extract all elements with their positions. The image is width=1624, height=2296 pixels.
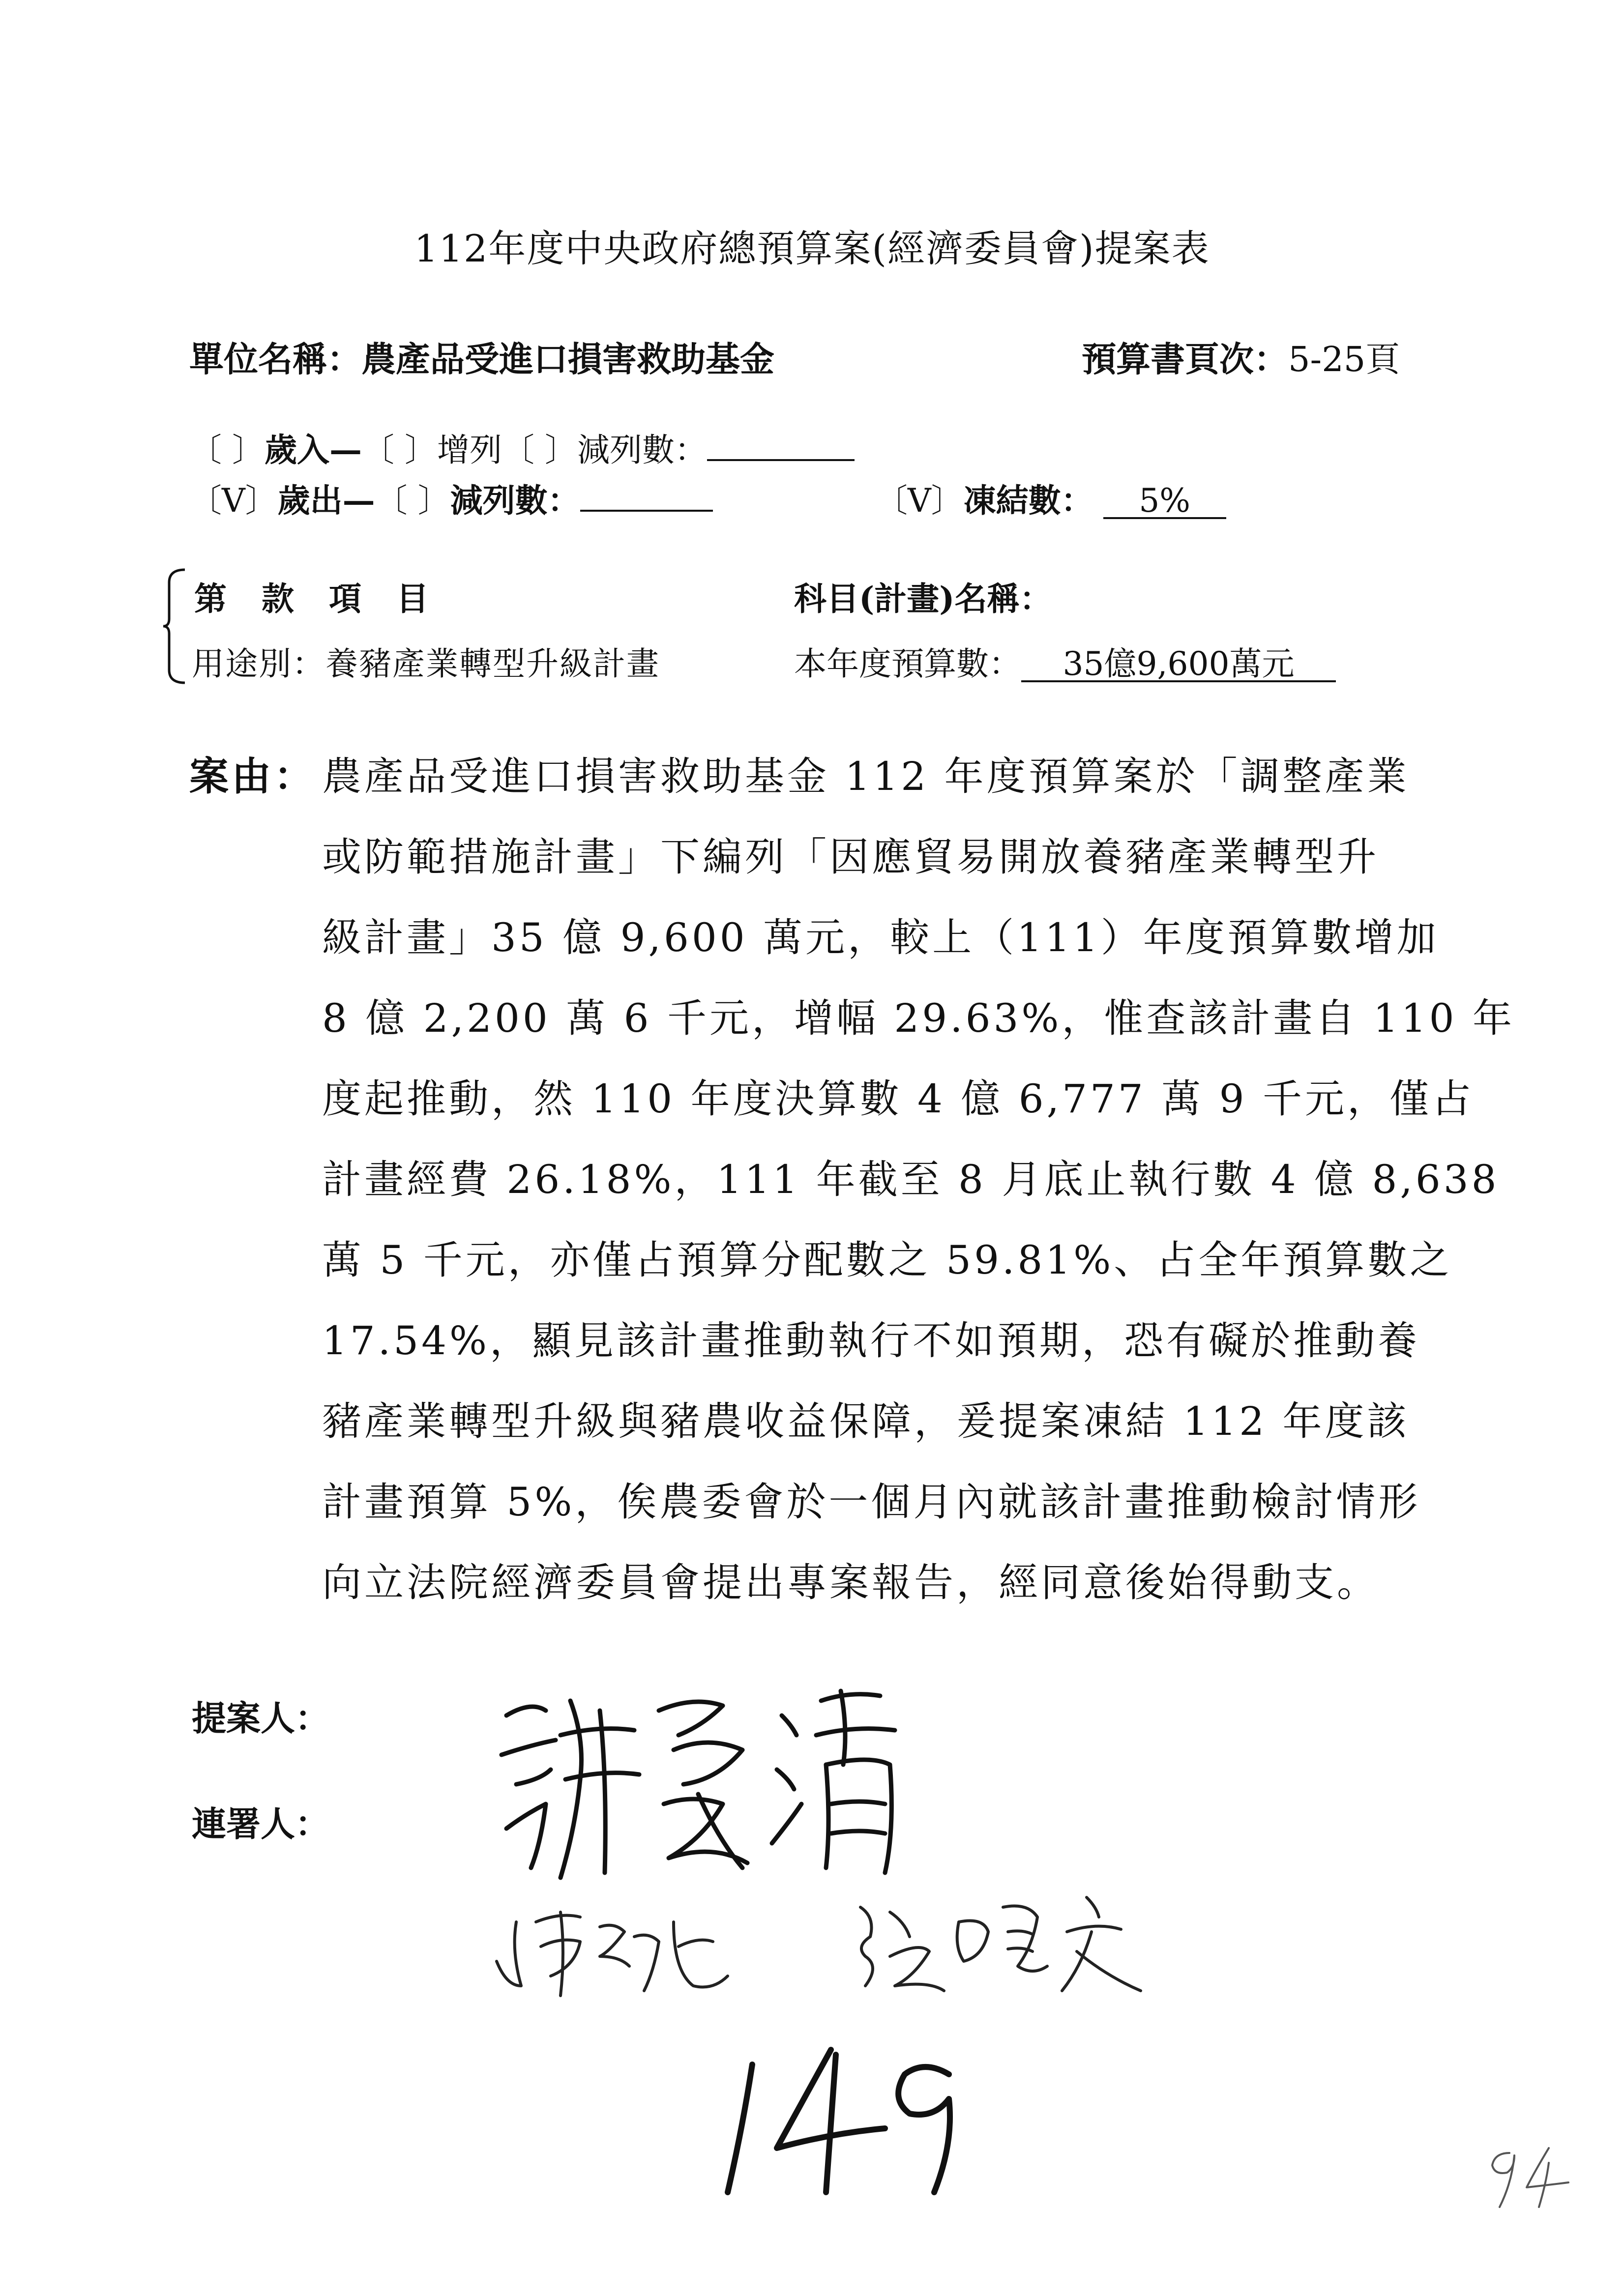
unit-name-value: 農產品受進口損害救助基金 [361, 339, 774, 379]
budget-page-value: 5-25頁 [1288, 339, 1400, 379]
revenue-decrease-checkbox: 〔 〕 [502, 431, 577, 469]
expense-row [189, 474, 713, 521]
section-brace [162, 568, 187, 685]
budget-page-ref [1082, 332, 1400, 381]
case-line: 8 億 2,200 萬 6 千元，增幅 29.63%，惟查該計畫自 110 年 [322, 995, 1515, 1041]
case-line: 或防範措施計畫」下編列「因應貿易開放養豬產業轉型升 [322, 834, 1379, 880]
case-line: 計畫經費 26.18%，111 年截至 8 月底止執行數 4 億 8,638 [322, 1157, 1500, 1202]
cosigner-signatures [487, 1892, 1175, 2005]
item-label: 第 款 項 目 [194, 580, 441, 618]
current-budget-label: 本年度預算數： [794, 645, 1021, 683]
freeze-checkbox: 〔V〕 [875, 482, 964, 520]
handwritten-margin-number [1480, 2138, 1573, 2212]
cosigner-label: 連署人： [192, 1803, 329, 1844]
case-line: 級計畫」35 億 9,600 萬元，較上（111）年度預算數增加 [322, 915, 1439, 960]
revenue-label: 歲入— [264, 431, 362, 469]
revenue-increase-checkbox: 〔 〕 [361, 431, 437, 469]
case-line: 向立法院經濟委員會提出專案報告，經同意後始得動支。 [322, 1560, 1379, 1605]
case-line: 農產品受進口損害救助基金 112 年度預算案於「調整產業 [322, 754, 1410, 799]
case-line: 17.54%，顯見該計畫推動執行不如預期，恐有礙於推動養 [322, 1318, 1420, 1364]
case-line: 度起推動，然 110 年度決算數 4 億 6,777 萬 9 千元，僅占 [322, 1076, 1474, 1122]
proposer-label: 提案人： [192, 1698, 329, 1739]
unit-name [189, 332, 774, 381]
freeze-field [875, 474, 1226, 521]
case-line: 計畫預算 5%，俟農委會於一個月內就該計畫推動檢討情形 [322, 1479, 1421, 1525]
revenue-increase-label: 增列 [437, 431, 502, 469]
current-budget [794, 638, 1336, 684]
case-line: 豬產業轉型升級與豬農收益保障，爰提案凍結 112 年度該 [322, 1398, 1410, 1444]
expense-decrease-label: 減列數： [450, 481, 580, 520]
current-budget-value: 35億9,600萬元 [1021, 648, 1336, 682]
revenue-row [189, 424, 855, 470]
revenue-decrease-label: 減列數： [577, 431, 707, 469]
case-label: 案由： [189, 753, 316, 799]
freeze-label: 凍結數： [963, 481, 1093, 520]
page-title: 112年度中央政府總預算案(經濟委員會)提案表 [414, 227, 1210, 270]
expense-decrease-value [580, 510, 713, 512]
handwritten-page-number [718, 2035, 993, 2202]
revenue-decrease-value [707, 459, 855, 461]
usage-label: 用途別：養豬產業轉型升級計畫 [192, 645, 660, 683]
budget-page-label: 預算書頁次： [1082, 339, 1288, 379]
freeze-value: 5% [1103, 485, 1226, 519]
proposer-signature [487, 1681, 929, 1888]
subject-label: 科目(計畫)名稱： [794, 580, 1052, 618]
expense-decrease-checkbox: 〔 〕 [375, 482, 450, 520]
expense-checkbox: 〔V〕 [189, 482, 278, 520]
revenue-checkbox: 〔 〕 [189, 431, 265, 469]
case-line: 萬 5 千元，亦僅占預算分配數之 59.81%、占全年預算數之 [322, 1237, 1452, 1283]
expense-label: 歲出— [277, 481, 375, 520]
unit-name-label: 單位名稱： [189, 339, 361, 379]
